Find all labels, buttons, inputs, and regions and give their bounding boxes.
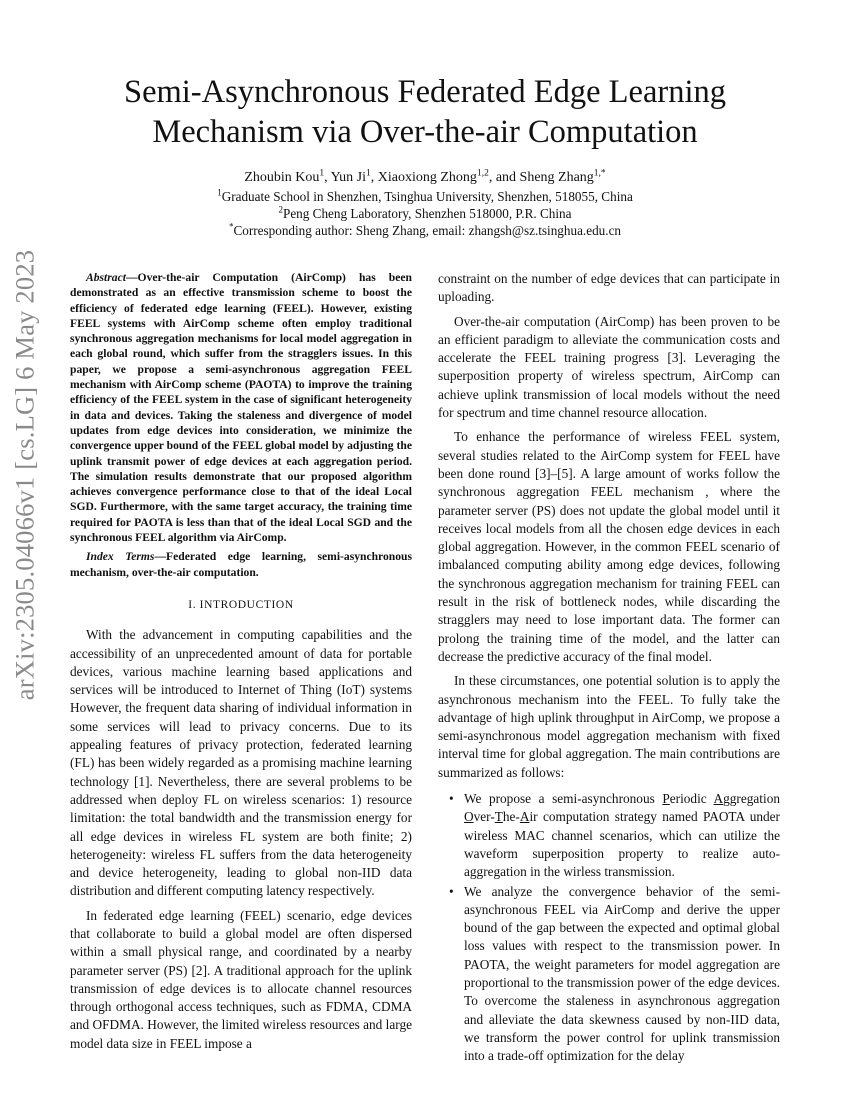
title-line-1: Semi-Asynchronous Federated Edge Learning <box>124 74 726 110</box>
title-line-2: Mechanism via Over-the-air Computation <box>152 114 698 150</box>
acronym-letter: O <box>464 809 474 825</box>
acronym-letter: A <box>713 791 724 807</box>
right-column <box>438 270 780 1066</box>
affiliation-text: Peng Cheng Laboratory, Shenzhen 518000, P.R. China <box>282 206 572 221</box>
contribution-item <box>438 790 780 881</box>
arxiv-stamp <box>2 249 48 701</box>
acronym-letter: T <box>494 809 503 825</box>
author: Sheng Zhang <box>519 170 594 185</box>
author-sep: , <box>324 170 331 185</box>
affiliation-text: Corresponding author: Sheng Zhang, email: zhangsh@sz.tsinghua.edu.cn <box>233 223 622 238</box>
index-terms <box>70 549 412 580</box>
paragraph-continuation: constraint on the number of edge devices that can participate in uploading. <box>438 271 780 305</box>
paragraph: In these circumstances, one potential solution is to apply the asynchronous mechanism into the FEEL. To fully take the advantage of high uplink throughput in AirComp, we propose a semi-asynchronous model aggregation mechanism with fixed interval time for global aggregation. The main contributions are summarized as follows: <box>438 673 780 780</box>
left-column <box>70 270 412 1059</box>
affiliation-sup: 1 <box>217 187 222 198</box>
affiliation-sup: 2 <box>278 204 283 215</box>
bullet-text: We propose a semi-asynchronous <box>464 791 663 807</box>
bullet-text: We analyze the convergence behavior of the semi-asynchronous FEEL via AirComp and derive the upper bound of the gap between the expected and optimal global loss values with respect to the transmission power. In PAOTA, the weight parameters for model aggregation are proportional to the transmission power of the edge devices. To overcome the staleness in asynchronous aggregation and alleviate the data skewness caused by non-IID data, we transform the power control for uplink transmission into a trade-off optimization for the delay <box>464 883 780 1064</box>
affiliation <box>80 188 770 206</box>
contribution-list <box>438 790 780 1065</box>
bullet-text: ir <box>529 809 538 825</box>
bullet-text: ggregation <box>723 791 780 807</box>
bullet-text: eriodic <box>669 791 714 807</box>
bullet-text: computation strategy named PAOTA under wireless MAC channel scenarios, which can utilize the waveform superposition property to realize auto-aggregation in the wirless transmission. <box>464 809 780 880</box>
author: Yun Ji <box>330 170 367 185</box>
affiliation-text: Graduate School in Shenzhen, Tsinghua University, Shenzhen, 518055, China <box>221 189 633 204</box>
bullet-icon: • <box>449 791 454 807</box>
bullet-text: he- <box>502 809 520 825</box>
index-terms-label: Index Terms <box>86 550 155 564</box>
arxiv-stamp-text: arXiv:2305.04066v1 [cs.LG] 6 May 2023 <box>9 249 40 701</box>
paragraph: With the advancement in computing capabilities and the accessibility of an unprecedented amount of data for portable devices, various machine learning based applications and services will be introduced to Internet of Thing (IoT) systems However, the frequent data sharing of individual information in some services will lead to privacy concerns. Due to its appealing features of privacy protection, federated learning (FL) has been widely regarded as a promising machine learning technology [1]. Nevertheless, there are several problems to be addressed when deploy FL on wireless scenarios: 1) resource limitation: the total bandwidth and the transmission energy for all edge devices in wireless FL system are both finite; 2) heterogeneity: wireless FL suffers from the data heterogeneity and device heterogeneity, leading to global non-IID data distribution and different computing latency respectively. <box>70 627 412 899</box>
paragraph: In federated edge learning (FEEL) scenario, edge devices that collaborate to build a global model are often dispersed within a small physical range, and coordinated by a nearby parameter server (PS) [2]. A traditional approach for the uplink transmission of edge devices is to allocate channel resources through orthogonal access techniques, such as FDMA, CDMA and OFDMA. However, the limited wireless resources and large model data size in FEEL impose a <box>70 907 412 1051</box>
bullet-text: ver- <box>473 809 495 825</box>
author-sup: 1,* <box>593 168 606 179</box>
corresponding-author <box>80 222 770 240</box>
contribution-item <box>438 883 780 1066</box>
section-heading: I. INTRODUCTION <box>188 598 294 611</box>
author-sep: , <box>370 170 378 185</box>
paragraph: To enhance the performance of wireless FEEL system, several studies related to the AirComp system for FEEL have been done round [3]–[5]. A large amount of works follow the synchronous aggregation FEEL mechanism , where the parameter server (PS) does not update the global model until it receives local models from all the chosen edge devices in each global aggregation. However, in the common FEEL scenario of imbalanced computing ability among edge devices, following the synchronous aggregation mechanism for training FEEL can result in the risk of bottleneck nodes, while discarding the stragglers may need to lose important data. The former can prolong the training time of the model, and the latter can decrease the predictive accuracy of the final model. <box>438 429 780 664</box>
author-sup: 1 <box>366 168 371 179</box>
author-list <box>80 168 770 188</box>
bullet-icon: • <box>449 883 454 899</box>
affiliation-sup: * <box>228 221 234 232</box>
acronym-letter: A <box>519 809 530 825</box>
abstract-label: Abstract <box>86 271 126 284</box>
author: Xiaoxiong Zhong <box>377 170 477 185</box>
acronym-letter: P <box>662 791 670 807</box>
author-sup: 1,2 <box>476 168 489 179</box>
abstract-text: —Over-the-air Computation (AirComp) has been demonstrated as an effective transmission scheme to boost the efficiency of federated edge learning (FEEL). However, existing FEEL systems with AirComp scheme often employ traditional synchronous aggregation mechanisms for local model aggregation in each global round, which suffer from the stragglers issues. In this paper, we propose a semi-asynchronous aggregation FEEL mechanism with AirComp scheme (PAOTA) to improve the training efficiency of the FEEL system in the case of significant heterogeneity in data and devices. Taking the staleness and divergence of model updates from edge devices into consideration, we minimize the convergence upper bound of the FEEL global model by adjusting the uplink transmit power of edge devices at each aggregation period. The simulation results demonstrate that our proposed algorithm achieves convergence performance close to that of the ideal Local SGD. Furthermore, with the same target accuracy, the training time required for PAOTA is less than that of the ideal Local SGD and the synchronous FEEL algorithm via AirComp. <box>70 271 412 545</box>
paper-title <box>80 72 770 152</box>
affiliation <box>80 205 770 223</box>
paragraph: Over-the-air computation (AirComp) has been proven to be an efficient paradigm to alleviate the communication costs and accelerate the FEEL training progress [3]. Leveraging the superposition property of wireless spectrum, AirComp can achieve uplink transmission of local models without the need for spectrum and time channel resource allocation. <box>438 313 780 421</box>
author-sup: 1 <box>319 168 325 179</box>
index-terms-text: —Federated edge learning, semi-asynchronous mechanism, over-the-air computation. <box>70 550 412 579</box>
author-sep: , and <box>488 170 520 185</box>
author: Zhoubin Kou <box>244 170 320 185</box>
abstract <box>70 270 412 545</box>
